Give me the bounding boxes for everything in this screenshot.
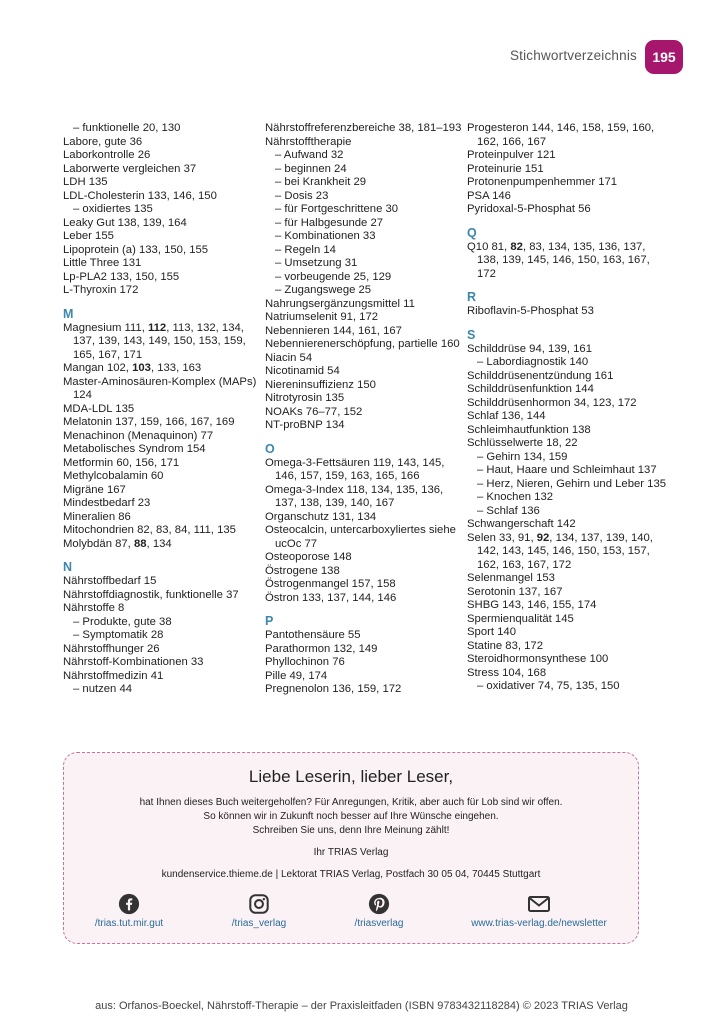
index-entry: Laborwerte vergleichen 37	[63, 162, 197, 175]
index-entry: Mitochondrien 82, 83, 84, 111, 135	[63, 524, 236, 536]
index-entry: Omega-3-Fettsäuren 119, 143, 145, 146, 157, 159, 163, 165, 166	[265, 456, 445, 482]
index-entry: Nährstoffreferenzbereiche 38, 181–193	[265, 122, 462, 134]
index-entry: Nährstoffdiagnostik, funktionelle 37	[63, 588, 239, 601]
index-entry: L-Thyroxin 172	[63, 284, 139, 296]
instagram-link[interactable]	[214, 893, 304, 929]
index-subentry: – Gehirn 134, 159	[477, 450, 568, 463]
index-entry: Schlaf 136, 144	[467, 410, 546, 422]
index-entry: Osteoporose 148	[265, 551, 352, 563]
index-entry: Metabolisches Syndrom 154	[63, 443, 206, 455]
pinterest-handle[interactable]: /triasverlag	[354, 918, 404, 929]
index-subentry: – Aufwand 32	[275, 149, 344, 161]
index-subentry: – für Halbgesunde 27	[275, 216, 384, 229]
index-entry: Labore, gute 36	[63, 135, 143, 148]
index-subentry: – Labordiagnostik 140	[477, 356, 589, 368]
index-subentry: – Schlaf 136	[477, 504, 540, 517]
index-entry: Omega-3-Index 118, 134, 135, 136, 137, 138, 139, 140, 167	[265, 483, 444, 509]
reader-box-text	[64, 796, 638, 838]
index-letter-p: P	[265, 614, 274, 628]
index-entry: Selenmangel 153	[467, 572, 555, 584]
index-entry: Schwangerschaft 142	[467, 518, 576, 530]
index-subentry: – Knochen 132	[477, 491, 554, 503]
newsletter-url[interactable]: www.trias-verlag.de/newsletter	[471, 918, 607, 929]
index-entry: Östrogenmangel 157, 158	[265, 578, 396, 590]
index-subentry: – Regeln 14	[275, 243, 336, 256]
index-entry: Pantothensäure 55	[265, 629, 361, 641]
index-entry: Lp-PLA2 133, 150, 155	[63, 270, 180, 283]
index-entry: Nährstoffe 8	[63, 602, 125, 614]
index-subentry: – Herz, Nieren, Gehirn und Leber 135	[477, 477, 667, 490]
index-entry: Nährstoff-Kombinationen 33	[63, 656, 204, 668]
index-entry: Organschutz 131, 134	[265, 510, 377, 523]
index-entry: Schilddrüsenentzündung 161	[467, 369, 614, 382]
instagram-handle[interactable]: /trias_verlag	[231, 918, 287, 929]
index-subentry: – Produkte, gute 38	[73, 615, 172, 628]
index-entry: Natriumselenit 91, 172	[265, 311, 379, 323]
index-entry: Nährstofftherapie	[265, 135, 352, 148]
index-entry: Leaky Gut 138, 139, 164	[63, 216, 187, 229]
reader-box-line-2: So können wir in Zukunft noch besser auf Ihre Wünsche eingehen.	[203, 811, 499, 822]
index-entry: Methylcobalamin 60	[63, 470, 164, 482]
index-entry: Niereninsuffizienz 150	[265, 378, 376, 391]
index-entry: MDA-LDL 135	[63, 402, 135, 415]
index-entry: Master-Aminosäuren-Komplex (MAPs) 124	[63, 375, 257, 401]
index-entry: Nebennieren 144, 161, 167	[265, 324, 402, 337]
index-letter-n: N	[63, 560, 73, 574]
index-entry: Little Three 131	[63, 257, 142, 269]
index-entry: Migräne 167	[63, 483, 126, 496]
index-subentry: – oxidiertes 135	[73, 203, 153, 215]
index-entry: Nicotinamid 54	[265, 365, 340, 377]
index-entry: Spermienqualität 145	[467, 612, 574, 625]
index-entry: Serotonin 137, 167	[467, 585, 563, 598]
index-entry: Schlüsselwerte 18, 22	[467, 437, 578, 449]
index-entry: SHBG 143, 146, 155, 174	[467, 599, 597, 611]
index-entry: Östrogene 138	[265, 564, 340, 577]
index-entry: Schilddrüsenhormon 34, 123, 172	[467, 396, 637, 409]
index-column-2	[265, 122, 465, 697]
source-footer: aus: Orfanos-Boeckel, Nährstoff-Therapie – der Praxisleitfaden (ISBN 9783432118284) © 2023 TRIAS Verlag	[95, 1000, 628, 1012]
reader-box-signature: Ihr TRIAS Verlag	[313, 847, 389, 858]
facebook-link[interactable]	[84, 893, 174, 929]
reader-box-line-3: Schreiben Sie uns, denn Ihre Meinung zählt!	[252, 825, 450, 836]
index-subentry: – Zugangswege 25	[275, 284, 372, 296]
index-entry: Mineralien 86	[63, 510, 131, 523]
index-subentry: – Symptomatik 28	[73, 629, 164, 641]
index-entry: Mindestbedarf 23	[63, 497, 151, 509]
index-letter-q: Q	[467, 225, 477, 240]
index-entry: Schilddrüse 94, 139, 161	[467, 342, 592, 355]
reader-box-title: Liebe Leserin, lieber Leser,	[248, 767, 454, 786]
index-subentry: – bei Krankheit 29	[275, 176, 367, 188]
index-subentry: – Kombinationen 33	[275, 230, 376, 242]
index-subentry: – Umsetzung 31	[275, 257, 358, 269]
index-entry: NT-proBNP 134	[265, 419, 345, 431]
index-letter-m: M	[63, 306, 74, 321]
index-entry: Nitrotyrosin 135	[265, 392, 345, 404]
facebook-icon	[118, 893, 140, 915]
index-entry: Pille 49, 174	[265, 669, 328, 682]
index-entry: Statine 83, 172	[467, 639, 544, 652]
index-entry: Pyridoxal-5-Phosphat 56	[467, 203, 591, 215]
index-letter-o: O	[265, 441, 275, 456]
index-entry: Osteocalcin, untercarboxyliertes siehe ucOc 77	[265, 524, 456, 550]
index-entry: Proteinpulver 121	[467, 149, 556, 161]
index-entry: Schleimhautfunktion 138	[467, 423, 591, 436]
index-entry: Molybdän 87, 88, 134	[63, 537, 172, 550]
index-entry: Melatonin 137, 159, 166, 167, 169	[63, 416, 235, 428]
index-subentry: – funktionelle 20, 130	[73, 122, 181, 134]
index-entry: Phyllochinon 76	[265, 656, 345, 668]
index-entry: PSA 146	[467, 189, 511, 202]
index-entry: LDH 135	[63, 176, 108, 188]
index-entry: Laborkontrolle 26	[63, 149, 151, 161]
index-entry: Metformin 60, 156, 171	[63, 456, 180, 469]
index-subentry: – vorbeugende 25, 129	[275, 270, 392, 283]
index-entry: Nährstoffmedizin 41	[63, 669, 164, 682]
pinterest-icon	[368, 893, 390, 915]
index-subentry: – oxidativer 74, 75, 135, 150	[477, 680, 620, 692]
reader-box-line-1: hat Ihnen dieses Buch weitergeholfen? Für Anregungen, Kritik, aber auch für Lob sind wir offen.	[139, 797, 563, 808]
newsletter-link[interactable]	[454, 893, 624, 929]
index-entry: Protonenpumpenhemmer 171	[467, 176, 618, 188]
index-entry: Magnesium 111, 112, 113, 132, 134, 137, 139, 143, 149, 150, 153, 159, 165, 167, 171	[63, 321, 246, 361]
index-entry: Sport 140	[467, 626, 516, 638]
running-header: Stichwortverzeichnis	[509, 48, 637, 63]
page-number-badge: 195	[645, 40, 683, 74]
index-entry: Menachinon (Menaquinon) 77	[63, 429, 214, 442]
index-entry: Mangan 102, 103, 133, 163	[63, 362, 202, 374]
index-entry: Proteinurie 151	[467, 162, 544, 175]
index-entry: Selen 33, 91, 92, 134, 137, 139, 140, 142, 143, 145, 146, 150, 153, 157, 162, 163, 167, 172	[467, 531, 653, 571]
index-subentry: – Haut, Haare und Schleimhaut 137	[477, 464, 657, 476]
index-subentry: – Dosis 23	[275, 189, 329, 202]
index-entry: LDL-Cholesterin 133, 146, 150	[63, 189, 217, 202]
mail-icon	[527, 893, 551, 915]
index-entry: Leber 155	[63, 230, 114, 242]
pinterest-link[interactable]	[334, 893, 424, 929]
index-entry: Q10 81, 82, 83, 134, 135, 136, 137, 138, 139, 145, 146, 150, 163, 167, 172	[467, 240, 650, 280]
index-letter-s: S	[467, 327, 476, 342]
index-entry: Riboflavin-5-Phosphat 53	[467, 305, 594, 317]
facebook-handle[interactable]: /trias.tut.mir.gut	[94, 918, 164, 929]
index-entry: Nährstoffbedarf 15	[63, 575, 157, 587]
index-subentry: – nutzen 44	[73, 683, 133, 695]
reader-feedback-box	[63, 752, 639, 944]
index-column-3	[467, 122, 667, 694]
index-letter-r: R	[467, 290, 477, 304]
index-entry: NOAKs 76–77, 152	[265, 405, 363, 418]
index-entry: Östron 133, 137, 144, 146	[265, 591, 397, 604]
index-entry: Steroidhormonsynthese 100	[467, 653, 609, 665]
index-entry: Parathormon 132, 149	[265, 642, 378, 655]
index-column-1	[63, 122, 263, 697]
reader-box-contact: kundenservice.thieme.de | Lektorat TRIAS Verlag, Postfach 30 05 04, 70445 Stuttgart	[161, 869, 541, 880]
index-subentry: – für Fortgeschrittene 30	[275, 203, 399, 215]
index-entry: Nahrungsergänzungsmittel 11	[265, 297, 415, 310]
index-entry: Lipoprotein (a) 133, 150, 155	[63, 243, 209, 256]
index-entry: Nährstoffhunger 26	[63, 642, 160, 655]
instagram-icon	[248, 893, 270, 915]
index-entry: Progesteron 144, 146, 158, 159, 160, 162, 166, 167	[467, 122, 655, 148]
index-subentry: – beginnen 24	[275, 162, 347, 175]
index-entry: Pregnenolon 136, 159, 172	[265, 683, 402, 695]
index-entry: Schilddrüsenfunktion 144	[467, 383, 594, 395]
index-entry: Stress 104, 168	[467, 666, 547, 679]
index-entry: Nebennierenerschöpfung, partielle 160	[265, 338, 460, 350]
index-entry: Niacin 54	[265, 351, 313, 364]
